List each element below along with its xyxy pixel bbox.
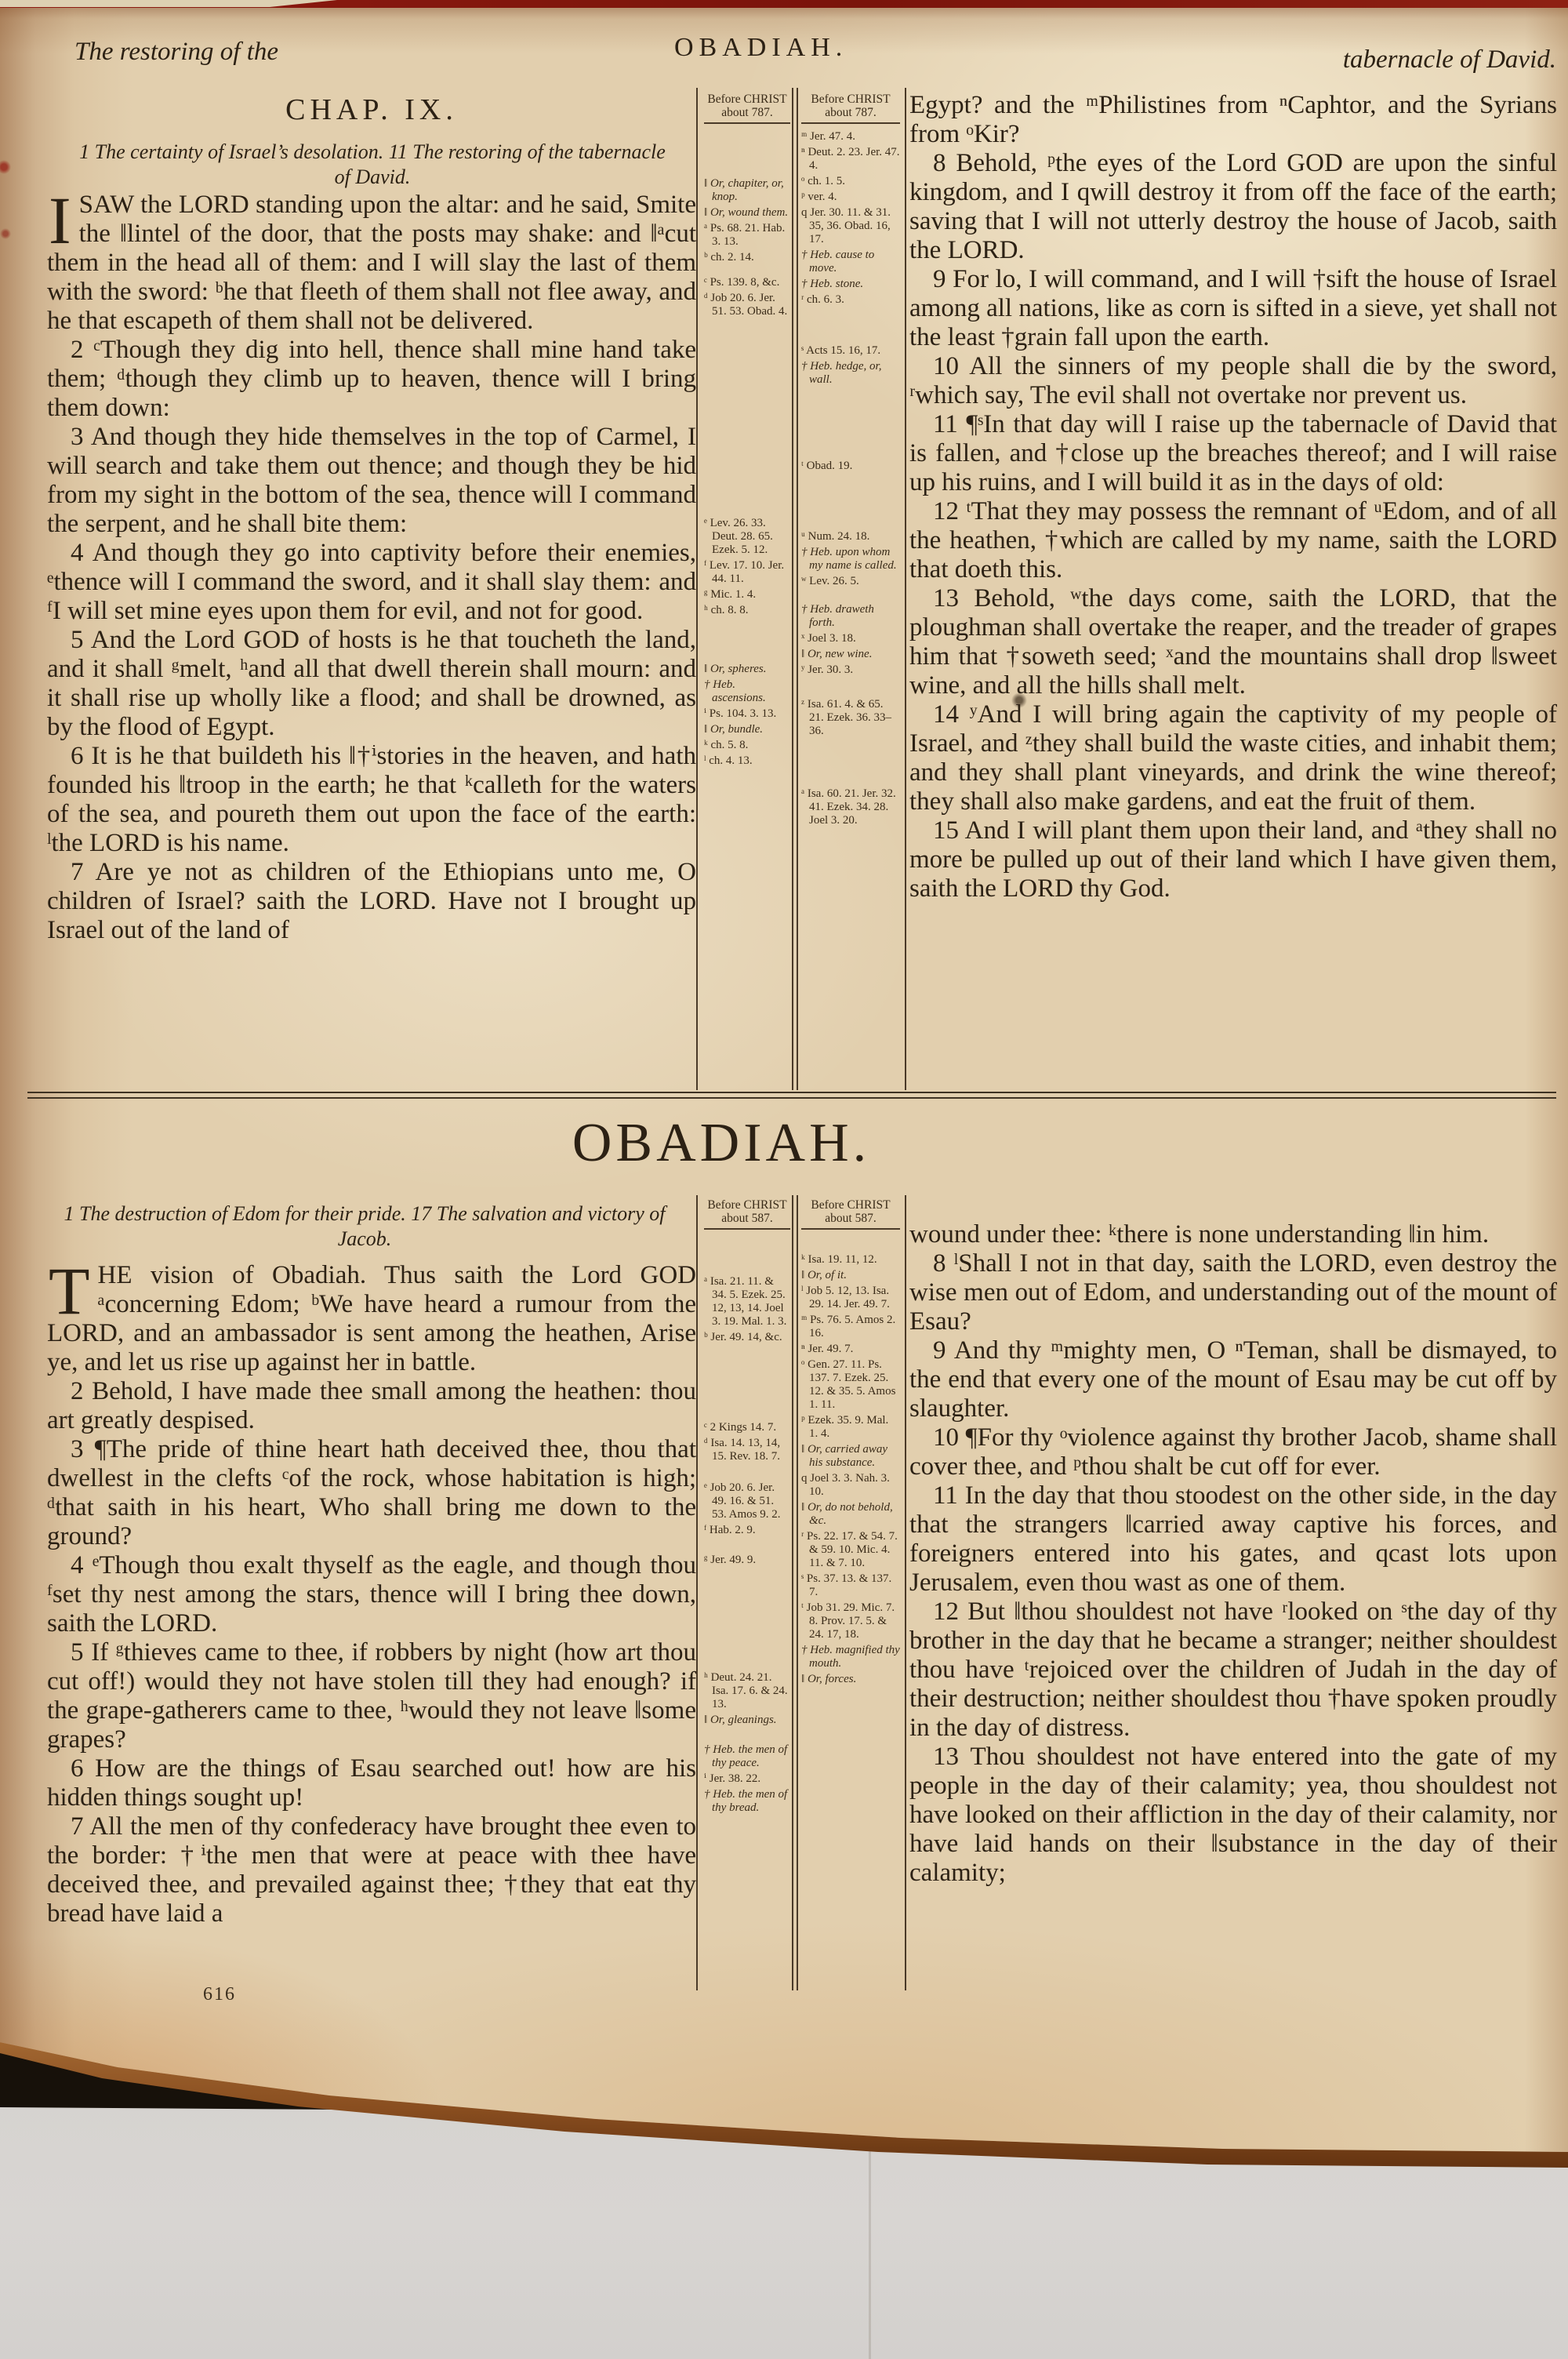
margin-reference: ᵇ Jer. 49. 14, &c.	[704, 1331, 782, 1343]
margin-reference: ˡ Job 5. 12, 13. Isa. 29. 14. Jer. 49. 7.	[801, 1285, 890, 1310]
margin-reference: ‖ Or, wound them.	[704, 206, 789, 219]
column-rule	[905, 88, 906, 1090]
margin-reference: ᶜ Ps. 139. 8, &c.	[704, 276, 780, 289]
verse-paragraph: 8 Behold, ᵖthe eyes of the Lord GOD are upon the sinful kingdom, and I qwill destroy it from off the face of the earth; saving that I will not utterly destroy the house of Jacob, saith the LORD.	[909, 149, 1557, 264]
margin-reference: ‖ Or, forces.	[801, 1673, 857, 1685]
before-christ-header: Before CHRIST about 587.	[704, 1198, 790, 1230]
margin-reference: ᵉ Job 20. 6. Jer. 49. 16. & 51. 53. Amos 9. 2.	[704, 1481, 781, 1521]
ref-gap	[704, 1466, 790, 1481]
amos-right-column	[909, 91, 1557, 903]
before-christ-header: Before CHRIST about 587.	[801, 1198, 900, 1230]
verse-paragraph: 6 It is he that buildeth his ‖†ⁱstories in the heaven, and hath founded his ‖troop in the earth; he that ᵏcalleth for the waters of the sea, and poureth them out upon the face of the earth: ˡthe LORD is his name.	[47, 742, 696, 857]
margin-reference: ᵃ Isa. 21. 11. & 34. 5. Ezek. 25. 12, 13, 14. Joel 3. 19. Mal. 1. 3.	[704, 1275, 787, 1328]
verse-paragraph: 10 All the sinners of my people shall die by the sword, ʳwhich say, The evil shall not overtake nor prevent us.	[909, 352, 1557, 409]
margin-reference: † Heb. draweth forth.	[801, 603, 874, 629]
ref-gap	[801, 679, 900, 698]
verse-paragraph: wound under thee: ᵏthere is none understanding ‖in him.	[909, 1220, 1490, 1249]
ref-gap	[801, 389, 900, 460]
ref-gap	[704, 1569, 790, 1671]
ref-gap	[704, 620, 790, 663]
verse-paragraph: 11 In the day that thou stoodest on the other side, in the day that the strangers ‖carried away captive his forces, and foreigners entered into his gates, and qcast lots upon Jerusalem, even thou wast as one of them.	[909, 1481, 1557, 1597]
margin-reference: ‖ Or, carried away his substance.	[801, 1443, 888, 1469]
verse-paragraph: 10 ¶For thy ᵒviolence against thy brother Jacob, shame shall cover thee, and ᵖthou shalt be cut off for ever.	[909, 1423, 1557, 1481]
verse-paragraph: 9 And thy ᵐmighty men, O ⁿTeman, shall be dismayed, to the end that every one of the mount of Esau may be cut off by slaughter.	[909, 1336, 1557, 1423]
verse-paragraph: 2 ᶜThough they dig into hell, thence shall mine hand take them; ᵈthough they climb up to heaven, thence will I bring them down:	[47, 336, 696, 422]
margin-reference: ᵃ Ps. 68. 21. Hab. 3. 13.	[704, 222, 786, 248]
column-rule	[696, 88, 698, 1090]
margin-reference: † Heb. upon whom my name is called.	[801, 546, 897, 572]
reference-list	[704, 1236, 790, 1815]
margin-reference: ˢ Ps. 37. 13. & 137. 7.	[801, 1572, 892, 1598]
ref-gap	[801, 1236, 900, 1253]
margin-reference: ‖ Or, chapiter, or, knop.	[704, 177, 784, 203]
ref-gap	[801, 475, 900, 530]
verse-paragraph: 14 ʸAnd I will bring again the captivity of my people of Israel, and ᶻthey shall build the waste cities, and inhabit them; and they shall plant vineyards, and drink the wine thereof; they shall also make gardens, and eat the fruit of them.	[909, 700, 1557, 816]
margin-reference: ᶠ Hab. 2. 9.	[704, 1524, 756, 1536]
margin-reference: ⁿ Deut. 2. 23. Jer. 47. 4.	[801, 146, 900, 172]
margin-reference: ᵍ Mic. 1. 4.	[704, 588, 757, 601]
margin-reference: ᵃ Isa. 60. 21. Jer. 32. 41. Ezek. 34. 28. Joel 3. 20.	[801, 787, 896, 827]
ref-gap	[704, 1347, 790, 1421]
verse-paragraph: 11 ¶ˢIn that day will I raise up the tabernacle of David that is fallen, and †close up the breaches thereof; and I will raise up his ruins, and I will build it as in the days of old:	[909, 410, 1557, 496]
margin-reference: q Joel 3. 3. Nah. 3. 10.	[801, 1472, 890, 1498]
margin-reference: ᵘ Num. 24. 18.	[801, 530, 870, 543]
amos-margin-references-right	[801, 93, 900, 1087]
verse-paragraph: 5 If ᵍthieves came to thee, if robbers by night (how art thou cut off!) would they not have stolen till they had enough? if the grape-gatherers came to thee, ʰwould they not leave ‖some grapes?	[47, 1638, 696, 1754]
margin-reference: ᵉ Lev. 26. 33. Deut. 28. 65. Ezek. 5. 12.	[704, 517, 773, 556]
chapter-heading: CHAP. IX.	[285, 93, 458, 126]
margin-reference: ʷ Lev. 26. 5.	[801, 575, 859, 587]
margin-reference: ˣ Joel 3. 18.	[801, 632, 856, 645]
book-heading: OBADIAH.	[572, 1113, 871, 1173]
margin-reference: ‖ Or, bundle.	[704, 723, 764, 736]
verse-paragraph: 7 All the men of thy confederacy have brought thee even to the border: †ⁱthe men that were at peace with thee have deceived thee, and prevailed against thee; †they that eat thy bread have laid a	[47, 1812, 696, 1928]
ref-gap	[704, 130, 790, 177]
ref-gap	[704, 1236, 790, 1275]
margin-reference: ʳ ch. 6. 3.	[801, 293, 844, 306]
ref-gap	[801, 740, 900, 787]
margin-reference: † Heb. ascensions.	[704, 678, 766, 704]
verse-paragraph: 5 And the Lord GOD of hosts is he that toucheth the land, and it shall ᵍmelt, ʰand all that dwell therein shall mourn: and it shall rise up wholly like a flood; and shall be drowned, as by the flood of Egypt.	[47, 626, 696, 741]
margin-reference: ᶻ Isa. 61. 4. & 65. 21. Ezek. 36. 33–36.	[801, 698, 891, 737]
reference-list	[801, 130, 900, 827]
margin-reference: ᵈ Isa. 14. 13, 14, 15. Rev. 18. 7.	[704, 1437, 781, 1463]
margin-reference: ‖ Or, gleanings.	[704, 1714, 777, 1726]
obadiah-margin-references-right	[801, 1198, 900, 1990]
obadiah-margin-references-left	[704, 1198, 790, 1990]
verse-paragraph: 15 And I will plant them upon their land, and ᵃthey shall no more be pulled up out of their land which I have given them, saith the LORD thy God.	[909, 816, 1557, 903]
margin-reference: ᵗ Obad. 19.	[801, 460, 853, 472]
verse-paragraph: 2 Behold, I have made thee small among the heathen: thou art greatly despised.	[47, 1377, 696, 1434]
section-divider-rule	[27, 1092, 1556, 1099]
margin-reference: ⁱ Ps. 104. 3. 13.	[704, 707, 777, 720]
before-christ-header: Before CHRIST about 787.	[801, 93, 900, 124]
chapter-summary: 1 The destruction of Edom for their pride. 17 The salvation and victory of Jacob.	[64, 1202, 666, 1250]
obadiah-left-column	[47, 1253, 696, 1928]
margin-reference: † Heb. the men of thy peace.	[704, 1743, 788, 1769]
running-head-right: tabernacle of David.	[1342, 45, 1556, 74]
verse-paragraph: THE vision of Obadiah. Thus saith the Lord GOD ᵃconcerning Edom; ᵇWe have heard a rumour from the LORD, and an ambassador is sent among the heathen, Arise ye, and let us rise up against her in battle.	[47, 1253, 696, 1376]
ref-gap	[704, 1539, 790, 1554]
reference-list	[704, 130, 790, 768]
column-rule-double	[792, 1195, 793, 1990]
column-rule-double	[797, 1195, 798, 1990]
verse-paragraph: 3 ¶The pride of thine heart hath deceived thee, thou that dwellest in the clefts ᶜof the rock, whose habitation is high; ᵈthat saith in his heart, Who shall bring me down to the ground?	[47, 1435, 696, 1550]
ref-gap	[704, 267, 790, 276]
before-christ-header: Before CHRIST about 787.	[704, 93, 790, 124]
verse-paragraph: 3 And though they hide themselves in the top of Carmel, I will search and take them out thence; and though they be hid from my sight in the bottom of the sea, thence will I command the serpent, and he shall bite them:	[47, 423, 696, 538]
margin-reference: q Jer. 30. 11. & 31. 35, 36. Obad. 16, 17.	[801, 206, 891, 245]
column-rule-double	[792, 88, 793, 1090]
margin-reference: ʸ Jer. 30. 3.	[801, 663, 854, 676]
ref-gap	[801, 309, 900, 344]
margin-reference: ⁱ Jer. 38. 22.	[704, 1772, 761, 1785]
margin-reference: ⁿ Jer. 49. 7.	[801, 1343, 854, 1355]
ref-gap	[704, 321, 790, 517]
verse-paragraph: 4 ᵉThough thou exalt thyself as the eagle, and though thou ᶠset thy nest among the stars, thence will I bring thee down, saith the LORD.	[47, 1551, 696, 1637]
verse-paragraph: 12 ᵗThat they may possess the remnant of ᵘEdom, and of all the heathen, †which are called by my name, saith the LORD that doeth this.	[909, 497, 1557, 583]
verse-paragraph: 9 For lo, I will command, and I will †sift the house of Israel among all nations, like as corn is sifted in a sieve, yet shall not the least †grain fall upon the earth.	[909, 265, 1557, 351]
verse-paragraph: 7 Are ye not as children of the Ethiopians unto me, O children of Israel? saith the LORD. Have not I brought up Israel out of the land of	[47, 858, 696, 944]
column-rule	[905, 1195, 906, 1990]
margin-reference: ‖ Or, of it.	[801, 1269, 847, 1281]
running-head-left: The restoring of the	[74, 38, 279, 66]
margin-reference: ᵈ Job 20. 6. Jer. 51. 53. Obad. 4.	[704, 292, 788, 318]
margin-reference: ᵖ ver. 4.	[801, 191, 837, 203]
amos-margin-references-left	[704, 93, 790, 1087]
verse-paragraph: 6 How are the things of Esau searched out! how are his hidden things sought up!	[47, 1754, 696, 1812]
margin-reference: ᵖ Ezek. 35. 9. Mal. 1. 4.	[801, 1414, 889, 1440]
drop-cap: T	[49, 1253, 90, 1329]
chapter-summary: 1 The certainty of Israel’s desolation. 11 The restoring of the tabernacle of David.	[79, 140, 666, 188]
margin-reference: ᵏ ch. 5. 8.	[704, 739, 749, 751]
verse-paragraph: 13 Behold, ʷthe days come, saith the LORD, that the ploughman shall overtake the reaper, and the treader of grapes him that †soweth seed; ˣand the mountains shall drop ‖sweet wine, and all the hills shall melt.	[909, 584, 1557, 700]
verse-paragraph: 13 Thou shouldest not have entered into the gate of my people in the day of their calamity; yea, thou shouldest not have looked on their affliction in the day of their calamity, nor have laid hands on their ‖substance in the day of their calamity;	[909, 1743, 1557, 1887]
margin-reference: ᵒ Gen. 27. 11. Ps. 137. 7. Ezek. 25. 12. & 35. 5. Amos 1. 11.	[801, 1358, 896, 1411]
margin-reference: ‖ Or, do not behold, &c.	[801, 1501, 893, 1527]
margin-reference: ᵐ Ps. 76. 5. Amos 2. 16.	[801, 1314, 896, 1339]
margin-reference: ˡ ch. 4. 13.	[704, 754, 753, 767]
verse-paragraph: 4 And though they go into captivity before their enemies, ᵉthence will I command the sword, and it shall slay them: and ᶠI will set mine eyes upon them for evil, and not for good.	[47, 539, 696, 625]
margin-reference: † Heb. the men of thy bread.	[704, 1788, 788, 1814]
margin-reference: ᵍ Jer. 49. 9.	[704, 1554, 757, 1566]
margin-reference: † Heb. magnified thy mouth.	[801, 1644, 900, 1670]
obadiah-right-column	[909, 1220, 1557, 1888]
margin-reference: ˢ Acts 15. 16, 17.	[801, 344, 881, 357]
running-head-center: OBADIAH.	[674, 33, 848, 62]
column-rule	[696, 1195, 698, 1990]
margin-reference: ‖ Or, new wine.	[801, 648, 873, 660]
ref-gap	[801, 591, 900, 603]
margin-reference: ‖ Or, spheres.	[704, 663, 767, 675]
margin-reference: ᵏ Isa. 19. 11, 12.	[801, 1253, 877, 1266]
margin-reference: † Heb. stone.	[801, 278, 864, 290]
margin-reference: ᵇ ch. 2. 14.	[704, 251, 754, 264]
reference-list	[801, 1236, 900, 1686]
margin-reference: ᵒ ch. 1. 5.	[801, 175, 845, 187]
margin-reference: ᶜ 2 Kings 14. 7.	[704, 1421, 777, 1434]
verse-paragraph: 8 ˡShall I not in that day, saith the LORD, even destroy the wise men out of Edom, and understanding out of the mount of Esau?	[909, 1249, 1557, 1336]
margin-reference: † Heb. hedge, or, wall.	[801, 360, 882, 386]
margin-reference: ᵐ Jer. 47. 4.	[801, 130, 855, 143]
margin-reference: ʰ ch. 8. 8.	[704, 604, 749, 616]
verse-paragraph: ISAW the LORD standing upon the altar: and he said, Smite the ‖lintel of the door, that the posts may shake: and ‖ᵃcut them in the head all of them: and I will slay the last of them with the sword: ᵇhe that fleeth of them shall not flee away, and he that escapeth of them shall not be delivered.	[47, 183, 696, 335]
margin-reference: ʰ Deut. 24. 21. Isa. 17. 6. & 24. 13.	[704, 1671, 788, 1710]
column-rule-double	[797, 88, 798, 1090]
verse-paragraph: 12 But ‖thou shouldest not have ʳlooked on ˢthe day of thy brother in the day that he became a stranger; neither shouldest thou have ᵗrejoiced over the children of Judah in the day of their destruction; neither shouldest thou †have spoken proudly in the day of distress.	[909, 1598, 1557, 1742]
ref-gap	[704, 1729, 790, 1743]
drop-cap: I	[49, 183, 71, 258]
verse-paragraph: Egypt? and the ᵐPhilistines from ⁿCaphtor, and the Syrians from ᵒKir?	[909, 91, 1557, 148]
margin-reference: † Heb. cause to move.	[801, 249, 875, 274]
page-number: 616	[203, 1984, 236, 2005]
margin-reference: ʳ Ps. 22. 17. & 54. 7. & 59. 10. Mic. 4. 11. & 7. 10.	[801, 1530, 898, 1569]
amos-left-column	[47, 183, 696, 945]
margin-reference: ᶠ Lev. 17. 10. Jer. 44. 11.	[704, 559, 785, 585]
margin-reference: ᵗ Job 31. 29. Mic. 7. 8. Prov. 17. 5. & 24. 17, 18.	[801, 1601, 895, 1641]
